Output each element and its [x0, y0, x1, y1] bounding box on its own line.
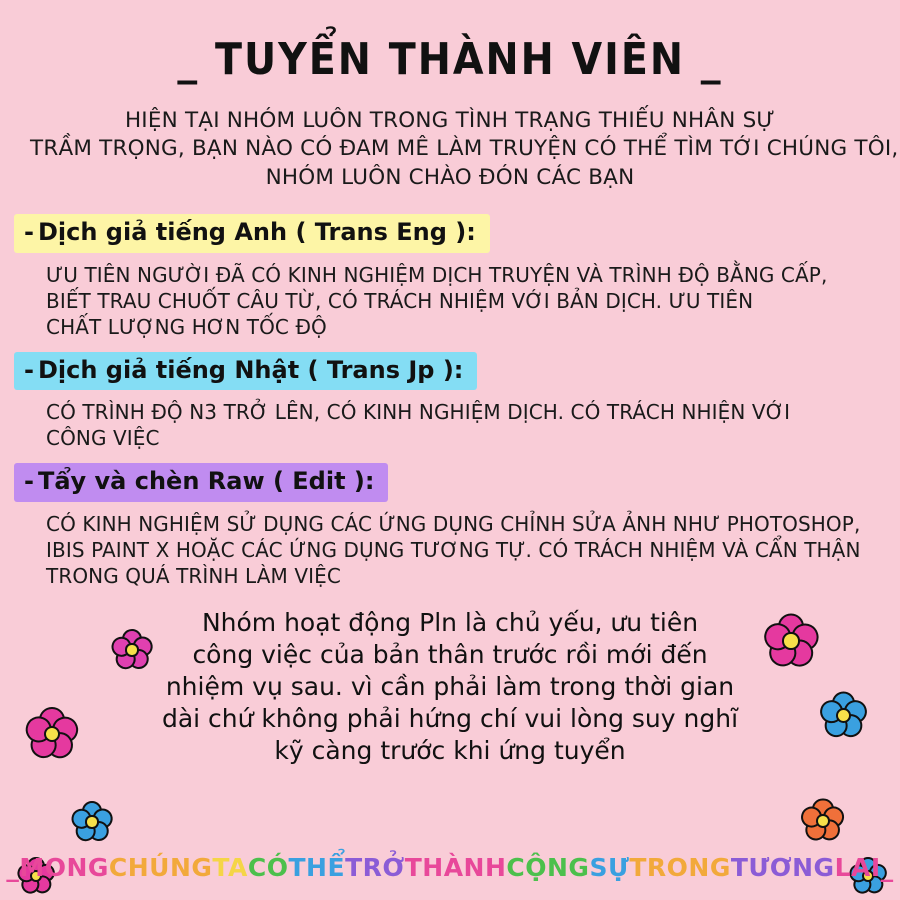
footer-word-5: THỂ [288, 853, 346, 882]
note-line: công việc của bản thân trước rồi mới đến [192, 639, 708, 669]
footer-word-2: CHÚNG [108, 853, 213, 882]
role-desc-line: CÓ KINH NGHIỆM SỬ DỤNG CÁC ỨNG DỤNG CHỈNH SỬA ẢNH NHƯ PHOTOSHOP, [46, 511, 861, 536]
footer-word-13: _ [880, 853, 894, 882]
role-desc-line: CÔNG VIỆC [46, 426, 160, 451]
role-edit [14, 463, 900, 589]
role-description-trans-jp [14, 399, 900, 451]
footer-word-11: TƯƠNG [730, 853, 835, 882]
roles-list [0, 214, 900, 589]
role-heading-text: Dịch giả tiếng Anh ( Trans Eng ): [37, 218, 476, 247]
role-dash: - [24, 467, 34, 496]
flower-icon [800, 798, 846, 844]
footer-word-4: CÓ [247, 853, 289, 882]
role-dash: - [24, 218, 34, 247]
role-desc-line: CHẤT LƯỢNG HƠN TỐC ĐỘ [46, 314, 327, 339]
intro-line-3: NHÓM LUÔN CHÀO ĐÓN CÁC BẠN [265, 164, 635, 190]
role-dash: - [24, 355, 34, 384]
footer-word-3: TA [212, 853, 248, 882]
role-description-edit [14, 511, 900, 589]
role-desc-line: BIẾT TRAU CHUỐT CÂU TỪ, CÓ TRÁCH NHIỆM VỚI BẢN DỊCH. ƯU TIÊN [46, 288, 754, 313]
role-desc-line: ƯU TIÊN NGƯỜI ĐÃ CÓ KINH NGHIỆM DỊCH TRUYỆN VÀ TRÌNH ĐỘ BẰNG CẤP, [46, 262, 828, 287]
footer-word-7: THÀNH [404, 853, 507, 882]
intro-text [0, 107, 900, 192]
footer-word-12: LAI [834, 853, 881, 882]
flower-icon [70, 800, 114, 844]
footer-slogan [0, 853, 900, 882]
note-line: dài chứ không phải hứng chí vui lòng suy nghĩ [161, 703, 739, 733]
footer-word-10: TRONG [629, 853, 731, 882]
footer-word-1: MONG [19, 853, 109, 882]
intro-line-2: TRẦM TRỌNG, BẠN NÀO CÓ ĐAM MÊ LÀM TRUYỆN CÓ THỂ TÌM TỚI CHÚNG TÔI, [30, 136, 899, 162]
role-description-trans-eng [14, 262, 900, 340]
role-heading-text: Tẩy và chèn Raw ( Edit ): [37, 467, 375, 496]
note-line: Nhóm hoạt động Pln là chủ yếu, ưu tiên [201, 607, 699, 637]
role-desc-line: CÓ TRÌNH ĐỘ N3 TRỞ LÊN, CÓ KINH NGHIỆM DỊCH. CÓ TRÁCH NHIỆN VỚI [46, 400, 791, 425]
role-heading-trans-eng [14, 214, 490, 253]
footer-word-6: TRỞ [345, 853, 405, 882]
page-title: _ TUYỂN THÀNH VIÊN _ [177, 34, 723, 85]
intro-line-1: HIỆN TẠI NHÓM LUÔN TRONG TÌNH TRẠNG THIẾU NHÂN SỰ [124, 108, 776, 133]
note-line: nhiệm vụ sau. vì cần phải làm trong thời gian [165, 671, 735, 701]
footer-word-8: CỘNG [506, 853, 590, 882]
role-heading-trans-jp [14, 352, 477, 391]
role-desc-line: IBIS PAINT X HOẶC CÁC ỨNG DỤNG TƯƠNG TỰ. CÓ TRÁCH NHIỆM VÀ CẨN THẬN [46, 537, 861, 562]
note-line: kỹ càng trước khi ứng tuyển [274, 735, 626, 765]
role-trans-jp [14, 352, 900, 452]
role-trans-eng [14, 214, 900, 340]
role-heading-text: Dịch giả tiếng Nhật ( Trans Jp ): [37, 355, 464, 384]
role-heading-edit [14, 463, 388, 502]
note-text [0, 607, 900, 767]
footer-word-0: _ [6, 853, 20, 882]
role-desc-line: TRONG QUÁ TRÌNH LÀM VIỆC [46, 563, 341, 588]
footer-word-9: SỰ [589, 853, 630, 882]
